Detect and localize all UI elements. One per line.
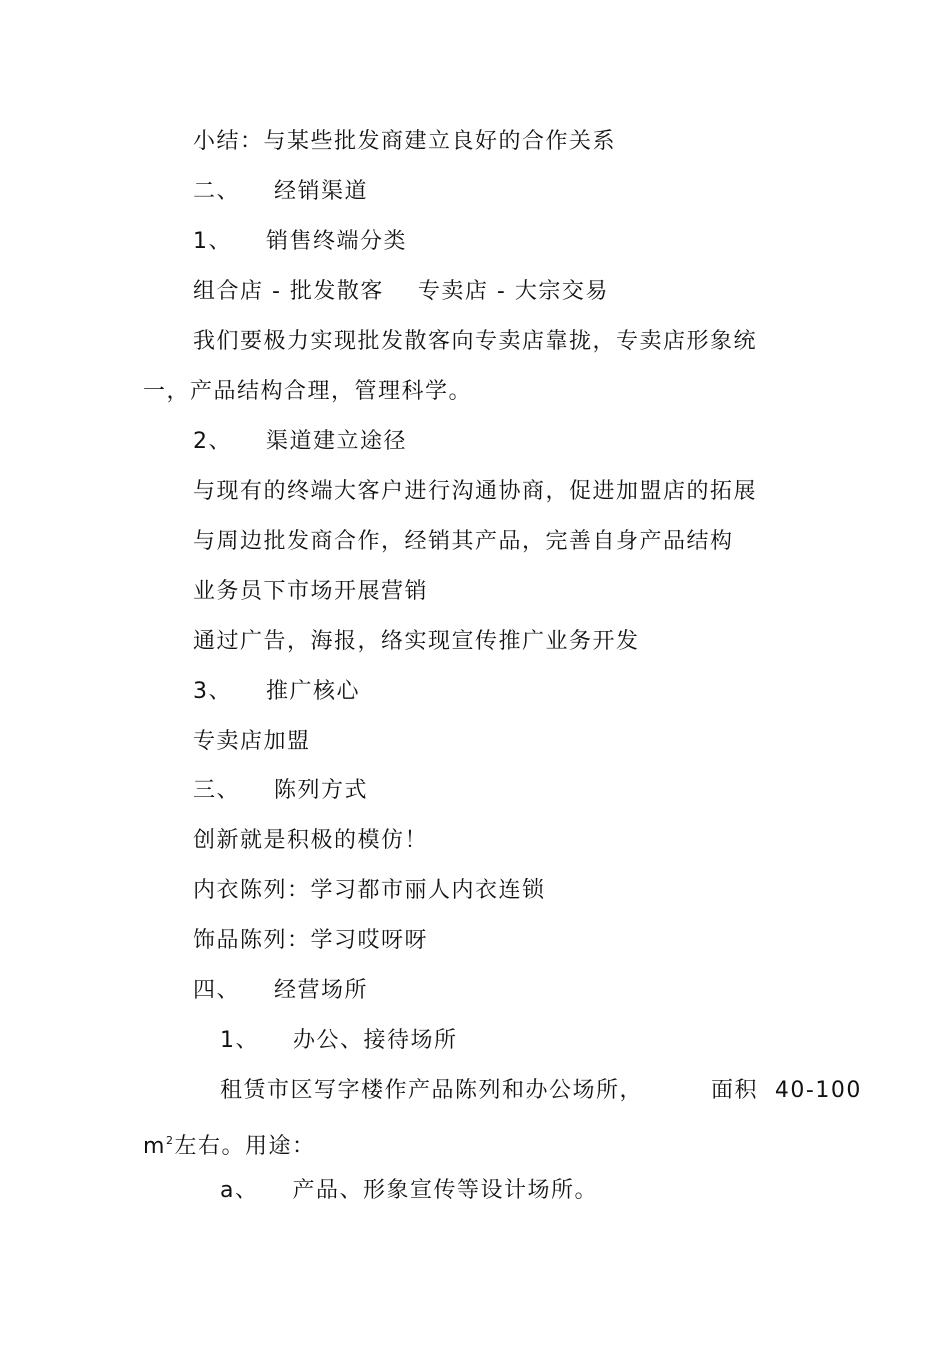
heading-section-4: 四、 经营场所 bbox=[193, 978, 368, 1003]
office-purpose-text: 左右。用途： bbox=[174, 1134, 316, 1159]
heading-section-2: 二、 经销渠道 bbox=[193, 179, 368, 204]
paragraph-channel-3: 业务员下市场开展营销 bbox=[193, 579, 429, 604]
paragraph-office-line1: 租赁市区写字楼作产品陈列和办公场所， 面积 40-100 bbox=[220, 1078, 862, 1103]
paragraph-office-line2 bbox=[143, 1126, 315, 1162]
subheading-2-1: 1、 销售终端分类 bbox=[193, 229, 407, 254]
paragraph-goal-line1: 我们要极力实现批发散客向专卖店靠拢，专卖店形象统 bbox=[193, 329, 758, 354]
paragraph-store-types: 组合店 - 批发散客 专卖店 - 大宗交易 bbox=[193, 279, 609, 304]
subheading-4-1: 1、 办公、接待场所 bbox=[220, 1028, 458, 1053]
paragraph-channel-1: 与现有的终端大客户进行沟通协商，促进加盟店的拓展 bbox=[193, 479, 758, 504]
subheading-2-2: 2、 渠道建立途径 bbox=[193, 429, 407, 454]
paragraph-summary: 小结：与某些批发商建立良好的合作关系 bbox=[193, 129, 617, 154]
paragraph-accessory-display: 饰品陈列：学习哎呀呀 bbox=[193, 928, 429, 953]
paragraph-underwear-display: 内衣陈列：学习都市丽人内衣连锁 bbox=[193, 878, 546, 903]
unit-m: m bbox=[143, 1134, 166, 1159]
unit-superscript: 2 bbox=[165, 1134, 175, 1147]
subheading-2-3: 3、 推广核心 bbox=[193, 679, 360, 704]
paragraph-innovation: 创新就是积极的模仿！ bbox=[193, 828, 429, 853]
heading-section-3: 三、 陈列方式 bbox=[193, 778, 368, 803]
paragraph-channel-4: 通过广告，海报，络实现宣传推广业务开发 bbox=[193, 629, 640, 654]
list-item-a: a、 产品、形象宣传等设计场所。 bbox=[220, 1178, 598, 1203]
paragraph-goal-line2: 一，产品结构合理，管理科学。 bbox=[143, 379, 473, 404]
paragraph-franchise: 专卖店加盟 bbox=[193, 729, 311, 754]
paragraph-channel-2: 与周边批发商合作，经销其产品，完善自身产品结构 bbox=[193, 529, 734, 554]
